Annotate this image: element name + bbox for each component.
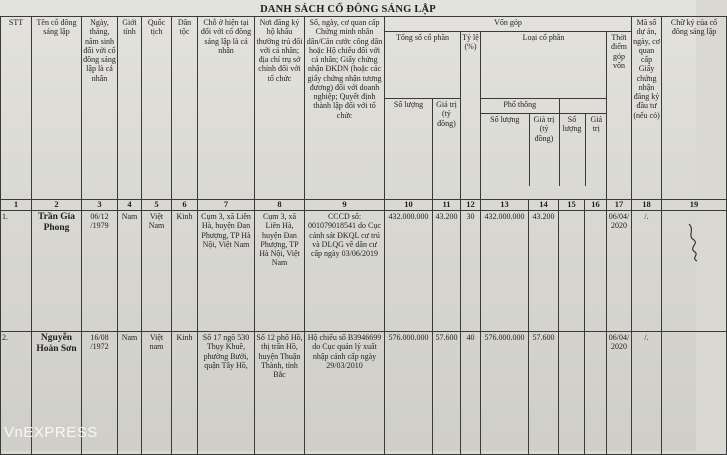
cell-gender: Nam (118, 211, 142, 332)
col-num: 17 (607, 200, 632, 211)
cell-dob: 06/12 /1979 (82, 211, 118, 332)
header-signature: Chữ ký của cổ đông sáng lập (662, 17, 727, 200)
col-num: 7 (198, 200, 255, 211)
col-num: 1 (1, 200, 32, 211)
cell-common-value: 43.200 (529, 211, 559, 332)
cell-other-quantity (559, 332, 585, 455)
header-ethnicity: Dân tộc (172, 17, 198, 200)
col-num: 5 (142, 200, 172, 211)
header-common-value: Giá trị (tỷ đồng) (529, 114, 559, 187)
cell-registered-address: Số 12 phố Hồ, thị trấn Hồ, huyện Thuận Thành, tỉnh Bắc (255, 332, 305, 455)
col-num: 14 (529, 200, 559, 211)
header-total-quantity: Số lượng (385, 99, 433, 200)
cell-common-value: 57.600 (529, 332, 559, 455)
col-num: 9 (305, 200, 385, 211)
header-gender: Giới tính (118, 17, 142, 200)
header-ratio: Tỷ lệ (%) (461, 32, 481, 200)
cell-ratio: 40 (461, 332, 481, 455)
cell-ethnicity: Kinh (172, 211, 198, 332)
cell-stt: 2. (1, 332, 32, 455)
header-other-type (559, 99, 607, 114)
header-nationality: Quốc tịch (142, 17, 172, 200)
common-subtable (481, 99, 607, 186)
col-num: 6 (172, 200, 198, 211)
shareholder-table (0, 16, 727, 455)
cell-contribution-time: 06/04/ 2020 (607, 211, 632, 332)
cell-gender: Nam (118, 332, 142, 455)
col-num: 15 (559, 200, 585, 211)
header-dob: Ngày, tháng, năm sinh đối với cổ đông sáng lập là cá nhân (82, 17, 118, 200)
header-share-types: Loại cổ phần (481, 32, 607, 99)
document-title: DANH SÁCH CỔ ĐÔNG SÁNG LẬP (260, 4, 436, 15)
cell-registered-address: Cụm 3, xã Liên Hà, huyện Đan Phượng, TP Hà Nội, Việt Nam (255, 211, 305, 332)
signature-scribble (685, 222, 703, 262)
cell-dob: 16/08 /1972 (82, 332, 118, 455)
header-total-value: Giá trị (tỷ đồng) (433, 99, 461, 200)
header-other-quantity: Số lượng (559, 114, 585, 187)
cell-id-document: Hộ chiếu số B3946699 do Cục quản lý xuất nhập cảnh cấp ngày 29/03/2010 (305, 332, 385, 455)
cell-common-quantity: 576.000.000 (481, 332, 529, 455)
header-common: Phổ thông (481, 99, 559, 114)
col-num: 8 (255, 200, 305, 211)
header-capital: Vốn góp (385, 17, 632, 32)
cell-total-value: 43.200 (433, 211, 461, 332)
cell-signature (662, 332, 727, 455)
cell-other-value (585, 332, 607, 455)
cell-project-code: /. (632, 332, 662, 455)
cell-contribution-time: 06/04/ 2020 (607, 332, 632, 455)
col-num: 18 (632, 200, 662, 211)
header-contribution-time: Thời điểm góp vốn (607, 32, 632, 200)
header-name: Tên cổ đông sáng lập (32, 17, 82, 200)
col-num: 13 (481, 200, 529, 211)
header-common-block (481, 99, 607, 200)
cell-ethnicity: Kinh (172, 332, 198, 455)
header-stt: STT (1, 17, 32, 200)
cell-total-quantity: 576.000.000 (385, 332, 433, 455)
cell-other-value (585, 211, 607, 332)
cell-total-quantity: 432.000.000 (385, 211, 433, 332)
col-num: 12 (461, 200, 481, 211)
header-id-document: Số, ngày, cơ quan cấp Chứng minh nhân dân/Căn cước công dân hoặc Hộ chiếu đối với cá nhân; Giấy chứng nhận ĐKDN (hoặc các giấy chứng nhận tương đương) đối với doanh nghiệp; Quyết định thành lập đối với tổ chức (305, 17, 385, 200)
cell-name: Nguyễn Hoàn Sơn (32, 332, 82, 455)
column-number-row (1, 200, 727, 211)
col-num: 2 (32, 200, 82, 211)
header-common-quantity: Số lượng (481, 114, 529, 187)
cell-stt: 1. (1, 211, 32, 332)
table-row (1, 332, 727, 455)
header-row-1 (1, 17, 727, 32)
cell-common-quantity: 432.000.000 (481, 211, 529, 332)
cell-other-quantity (559, 211, 585, 332)
cell-ratio: 30 (461, 211, 481, 332)
cell-current-address: Số 17 ngõ 530 Thụy Khuê, phường Bưởi, quận Tây Hồ, (198, 332, 255, 455)
cell-id-document: CCCD số: 001079018541 do Cục cảnh sát ĐKQL cư trú và DLQG về dân cư cấp ngày 03/06/2019 (305, 211, 385, 332)
col-num: 4 (118, 200, 142, 211)
cell-nationality: Việt Nam (142, 211, 172, 332)
header-project-code: Mã số dự án, ngày, cơ quan cấp Giấy chứng nhận đăng ký đầu tư (nếu có) (632, 17, 662, 200)
cell-total-value: 57.600 (433, 332, 461, 455)
header-total-shares: Tổng số cổ phần (385, 32, 461, 99)
watermark-logo: VnEXPRESS (4, 424, 98, 441)
cell-nationality: Việt nam (142, 332, 172, 455)
col-num: 3 (82, 200, 118, 211)
header-current-address: Chỗ ở hiện tại đối với cổ đông sáng lập là cá nhân (198, 17, 255, 200)
col-num: 19 (662, 200, 727, 211)
cell-signature (662, 211, 727, 332)
col-num: 11 (433, 200, 461, 211)
col-num: 10 (385, 200, 433, 211)
cell-current-address: Cụm 3, xã Liên Hà, huyện Đan Phượng, TP Hà Nội, Việt Nam (198, 211, 255, 332)
header-registered-address: Nơi đăng ký hộ khẩu thường trú đối với cá nhân; địa chỉ trụ sở chính đối với tổ chức (255, 17, 305, 200)
table-row (1, 211, 727, 332)
cell-project-code: /. (632, 211, 662, 332)
cell-name: Trần Gia Phong (32, 211, 82, 332)
header-other-value: Giá trị (585, 114, 607, 187)
col-num: 16 (585, 200, 607, 211)
